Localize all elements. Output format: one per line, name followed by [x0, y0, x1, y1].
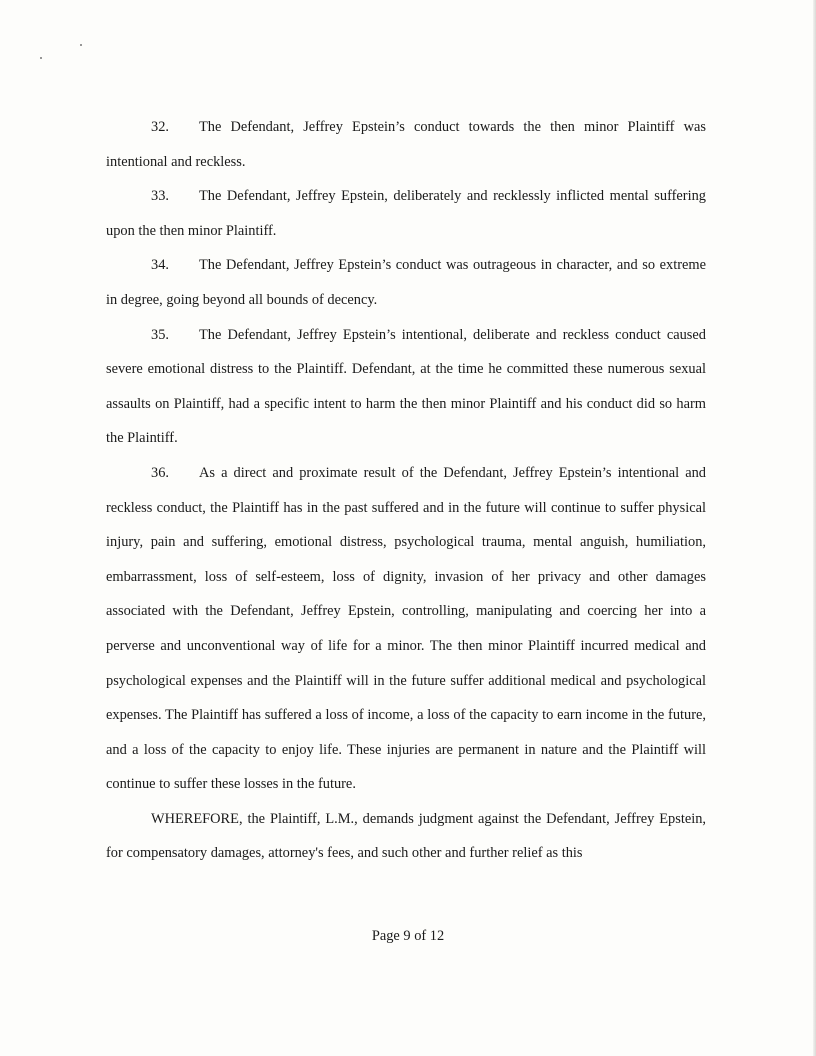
paragraph-number: 33. — [151, 188, 169, 205]
paragraph-32 — [106, 110, 706, 179]
paragraph-34 — [106, 248, 706, 317]
wherefore-clause: WHEREFORE, the Plaintiff, L.M., demands judgment against the Defendant, Jeffrey Epstein, for compensatory damages, attorney's fees, and such other and further relief as this — [106, 810, 706, 862]
page-number: Page 9 of 12 — [371, 928, 445, 944]
paragraph-text: The Defendant, Jeffrey Epstein’s intentional, deliberate and reckless conduct caused severe emotional distress to the Plaintiff. Defendant, at the time he committed these numerous sexual assaults on Plaintiff, had a specific intent to harm the then minor Plaintiff and his conduct did so harm the Plaintiff. — [106, 326, 706, 447]
paragraph-33 — [106, 179, 706, 248]
paragraph-number: 32. — [151, 119, 169, 135]
paragraph-text: The Defendant, Jeffrey Epstein’s conduct towards the then minor Plaintiff was intentional and reckless. — [106, 119, 706, 170]
paragraph-number: 36. — [151, 464, 169, 481]
paragraph-text: The Defendant, Jeffrey Epstein’s conduct was outrageous in character, and so extreme in degree, going beyond all bounds of decency. — [106, 257, 706, 308]
paragraph-number: 35. — [151, 326, 169, 343]
document-body — [106, 110, 706, 871]
paragraph-text: As a direct and proximate result of the Defendant, Jeffrey Epstein’s intentional and reckless conduct, the Plaintiff has in the past suffered and in the future will continue to suffer physical injury, pain and suffering, emotional distress, psychological trauma, mental anguish, humiliation, embarrassment, loss of self-esteem, loss of dignity, invasion of her privacy and other damages associated with the Defendant, Jeffrey Epstein, controlling, manipulating and coercing her into a perverse and unconventional way of life for a minor. The then minor Plaintiff incurred medical and psychological expenses and the Plaintiff will in the future suffer additional medical and psychological expenses. The Plaintiff has suffered a loss of income, a loss of the capacity to earn income in the future, and a loss of the capacity to enjoy life. These injuries are permanent in nature and the Plaintiff will continue to suffer these losses in the future. — [106, 464, 706, 793]
paragraph-36 — [106, 456, 706, 802]
scan-speck — [80, 44, 82, 46]
paragraph-text: The Defendant, Jeffrey Epstein, deliberately and recklessly inflicted mental suffering upon the then minor Plaintiff. — [106, 188, 706, 239]
scan-speck — [40, 57, 42, 59]
paragraph-number: 34. — [151, 257, 169, 274]
paragraph-35 — [106, 318, 706, 456]
